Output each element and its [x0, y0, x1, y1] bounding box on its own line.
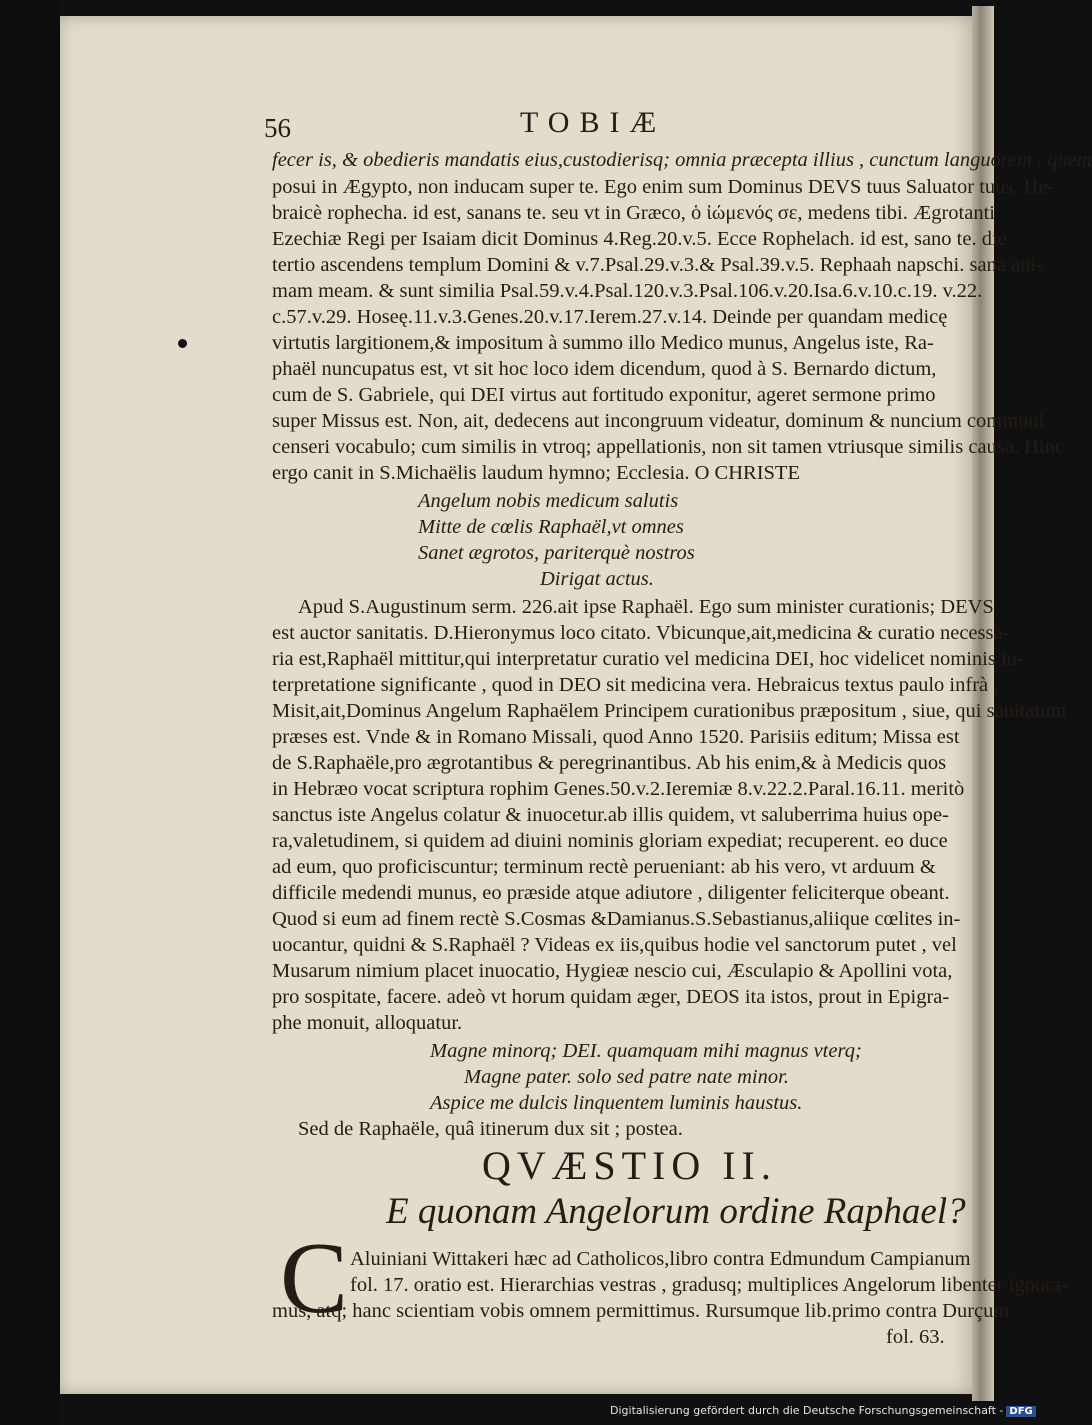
text-line: cum de S. Gabriele, qui DEI virtus aut fortitudo exponitur, ageret sermone primo — [272, 384, 936, 406]
text-line: Ezechiæ Regi per Isaiam dicit Dominus 4.Reg.20.v.5. Ecce Rophelach. id est, sano te. die — [272, 228, 1007, 250]
dfg-logo: DFG — [1006, 1406, 1035, 1417]
scan-background — [0, 0, 60, 1425]
text-line: sanctus iste Angelus colatur & inuocetur.ab illis quidem, vt saluberrima huius ope- — [272, 804, 949, 826]
epigram-line: Magne pater. solo sed patre nate minor. — [464, 1066, 789, 1088]
footer-text: Digitalisierung gefördert durch die Deutsche Forschungsgemeinschaft - — [610, 1404, 1004, 1417]
text-line: est auctor sanitatis. D.Hieronymus loco citato. Vbicunque,ait,medicina & curatio necessa- — [272, 622, 1010, 644]
text-line: Musarum nimium placet inuocatio, Hygieæ nescio cui, Æsculapio & Apollini vota, — [272, 960, 953, 982]
footer — [610, 1404, 1036, 1417]
running-head: TOBIÆ — [520, 106, 667, 139]
text-line: phe monuit, alloquatur. — [272, 1012, 463, 1034]
text-line: uocantur, quidni & S.Raphaël ? Videas ex iis,quibus hodie vel sanctorum putet , vel — [272, 934, 957, 956]
margin-bullet — [178, 339, 187, 348]
text-line: Aluiniani Wittakeri hæc ad Catholicos,libro contra Edmundum Campianum — [350, 1248, 971, 1270]
text-line: ad eum, quo proficiscuntur; terminum rectè perueniant: ab his vero, vt arduum & — [272, 856, 936, 878]
epigram-line: Aspice me dulcis linquentem luminis haustus. — [430, 1092, 803, 1114]
text-line: super Missus est. Non, ait, dedecens aut incongruum videatur, dominum & nuncium communi — [272, 410, 1045, 432]
text-line: Misit,ait,Dominus Angelum Raphaëlem Principem curationibus præpositum , siue, qui sanitatum — [272, 700, 1067, 722]
text-line: c.57.v.29. Hoseę.11.v.3.Genes.20.v.17.Ierem.27.v.14. Deinde per quandam medicę — [272, 306, 948, 328]
question-title: QVÆSTIO II. — [482, 1143, 777, 1188]
text-line: fol. 17. oratio est. Hierarchias vestras , gradusq; multiplices Angelorum libenter ignora- — [350, 1274, 1068, 1296]
hymn-line: Dirigat actus. — [540, 568, 654, 590]
text-line: virtutis largitionem,& impositum à summo illo Medico munus, Angelus iste, Ra- — [272, 332, 934, 354]
hymn-line: Sanet ægrotos, pariterquè nostros — [418, 542, 695, 564]
text-line: posui in Ægypto, non inducam super te. Ego enim sum Dominus DEVS tuus Saluator tuus. He- — [272, 176, 1055, 198]
text-line: pro sospitate, facere. adeò vt horum quidam æger, DEOS ita istos, prout in Epigra- — [272, 986, 950, 1008]
text-line: censeri vocabulo; cum similis in vtroq; appellationis, non sit tamen vtriusque similis causa. Hinc — [272, 436, 1064, 458]
text-line: terpretatione significante , quod in DEO sit medicina vera. Hebraicus textus paulo infrà , — [272, 674, 999, 696]
closing-line: Sed de Raphaële, quâ itinerum dux sit ; postea. — [298, 1118, 683, 1140]
text-line: tertio ascendens templum Domini & v.7.Psal.29.v.3.& Psal.39.v.5. Rephaah napschi. sana ani- — [272, 254, 1043, 276]
text-line: ra,valetudinem, si quidem ad diuini nominis gloriam expediat; recuperent. eo duce — [272, 830, 948, 852]
text-line: mus, atq; hanc scientiam vobis omnem permittimus. Rursumque lib.primo contra Durçum — [272, 1300, 1010, 1322]
hymn-line: Angelum nobis medicum salutis — [418, 490, 679, 512]
text-line: Apud S.Augustinum serm. 226.ait ipse Raphaël. Ego sum minister curationis; DEVS — [298, 596, 994, 618]
text-line: phaël nuncupatus est, vt sit hoc loco idem dicendum, quod à S. Bernardo dictum, — [272, 358, 937, 380]
text-line: de S.Raphaële,pro ægrotantibus & peregrinantibus. Ab his enim,& à Medicis quos — [272, 752, 947, 774]
text-line: difficile medendi munus, eo præside atque adiutore , diligenter feliciterque obeant. — [272, 882, 950, 904]
text-line: ergo canit in S.Michaëlis laudum hymno; Ecclesia. O CHRISTE — [272, 462, 800, 484]
text-line: fecer is, & obedieris mandatis eius,custodierisq; omnia præcepta illius , cunctum languorem , quem — [272, 149, 1092, 171]
text-line: fol. 63. — [886, 1326, 945, 1348]
text-line: præses est. Vnde & in Romano Missali, quod Anno 1520. Parisiis editum; Missa est — [272, 726, 960, 748]
text-line: mam meam. & sunt similia Psal.59.v.4.Psal.120.v.3.Psal.106.v.20.Isa.6.v.10.c.19. v.22. — [272, 280, 983, 302]
page-number: 56 — [264, 113, 291, 143]
question-subtitle: E quonam Angelorum ordine Raphael? — [386, 1191, 966, 1232]
epigram-line: Magne minorq; DEI. quamquam mihi magnus vterq; — [430, 1040, 862, 1062]
text-line: ria est,Raphaël mittitur,qui interpretatur curatio vel medicina DEI, hoc videlicet nominis in- — [272, 648, 1024, 670]
text-line: in Hebræo vocat scriptura rophim Genes.50.v.2.Ieremiæ 8.v.22.2.Paral.16.11. meritò — [272, 778, 965, 800]
text-line: braicè rophecha. id est, sanans te. seu vt in Græco, ὁ ἰώμενός σε, medens tibi. Ægrotanti — [272, 202, 995, 224]
text-line: Quod si eum ad finem rectè S.Cosmas &Damianus.S.Sebastianus,aliique cœlites in- — [272, 908, 961, 930]
hymn-line: Mitte de cœlis Raphaël,vt omnes — [418, 516, 684, 538]
drop-cap: C — [280, 1222, 349, 1335]
